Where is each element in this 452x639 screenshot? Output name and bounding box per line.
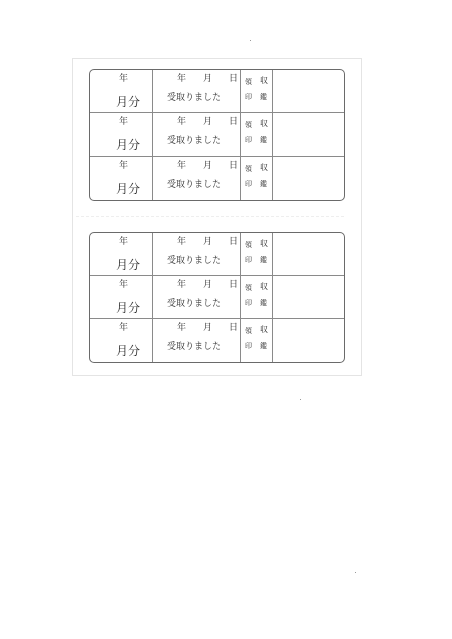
date-month-label: 月	[203, 279, 213, 290]
month-portion-label: 月分	[116, 95, 141, 109]
seal-label-cell	[241, 113, 273, 155]
seal-char-kan: 鑑	[260, 341, 267, 350]
seal-char-kan: 鑑	[260, 136, 267, 145]
month-portion-label: 月分	[116, 258, 141, 272]
seal-char-in: 印	[245, 93, 252, 101]
date-year-label: 年	[177, 160, 187, 171]
receipt-row	[90, 157, 344, 200]
seal-char-kan: 鑑	[260, 93, 267, 101]
month-cell	[90, 113, 153, 155]
stamp-area	[273, 319, 344, 362]
date-year-label: 年	[177, 74, 187, 84]
received-label: 受取りました	[167, 298, 222, 309]
stamp-area	[273, 157, 344, 200]
seal-char-in: 印	[245, 298, 252, 307]
scan-speck	[355, 572, 356, 573]
date-cell	[153, 70, 241, 112]
month-cell	[90, 70, 153, 112]
month-portion-label: 月分	[116, 343, 141, 358]
date-day-label: 日	[229, 279, 239, 290]
seal-label-cell	[241, 70, 273, 112]
stamp-area	[273, 276, 344, 318]
received-label: 受取りました	[167, 341, 222, 352]
receipt-row	[90, 70, 344, 113]
receipt-row	[90, 276, 344, 319]
stamp-area	[273, 70, 344, 112]
date-day-label: 日	[229, 237, 239, 247]
date-cell	[153, 319, 241, 362]
year-label: 年	[119, 160, 129, 171]
seal-char-in: 印	[245, 179, 252, 188]
date-month-label: 月	[203, 117, 213, 128]
seal-label-cell	[241, 233, 273, 275]
date-year-label: 年	[177, 279, 187, 290]
month-portion-label: 月分	[116, 181, 141, 196]
seal-char-ryo: 領	[245, 241, 252, 249]
received-label: 受取りました	[167, 136, 222, 147]
date-cell	[153, 233, 241, 275]
stamp-area	[273, 113, 344, 155]
date-year-label: 年	[177, 322, 187, 333]
date-month-label: 月	[203, 322, 213, 333]
received-label: 受取りました	[167, 93, 222, 103]
cut-line	[76, 216, 344, 217]
month-cell	[90, 233, 153, 275]
seal-label-cell	[241, 157, 273, 200]
receipt-block-top	[89, 69, 345, 201]
received-label: 受取りました	[167, 256, 222, 266]
date-cell	[153, 276, 241, 318]
year-label: 年	[119, 237, 129, 247]
seal-char-ryo: 領	[245, 121, 252, 130]
date-year-label: 年	[177, 117, 187, 128]
receipt-row	[90, 319, 344, 362]
date-day-label: 日	[229, 117, 239, 128]
receipt-row	[90, 113, 344, 156]
scan-speck	[300, 399, 301, 400]
seal-char-in: 印	[245, 136, 252, 145]
seal-char-shu: 収	[260, 324, 268, 334]
seal-char-shu: 収	[260, 281, 268, 291]
date-day-label: 日	[229, 160, 239, 171]
seal-label-cell	[241, 276, 273, 318]
date-day-label: 日	[229, 322, 239, 333]
seal-char-ryo: 領	[245, 164, 252, 173]
date-month-label: 月	[203, 237, 213, 247]
seal-char-in: 印	[245, 256, 252, 264]
seal-char-ryo: 領	[245, 78, 252, 86]
seal-char-kan: 鑑	[260, 256, 267, 264]
year-label: 年	[119, 74, 129, 84]
seal-char-ryo: 領	[245, 283, 252, 292]
month-portion-label: 月分	[116, 138, 141, 153]
date-cell	[153, 157, 241, 200]
date-month-label: 月	[203, 160, 213, 171]
seal-label-cell	[241, 319, 273, 362]
year-label: 年	[119, 117, 129, 128]
receipt-block-bottom	[89, 232, 345, 363]
seal-char-kan: 鑑	[260, 179, 267, 188]
seal-char-shu: 収	[260, 119, 268, 129]
date-month-label: 月	[203, 74, 213, 84]
stamp-area	[273, 233, 344, 275]
month-cell	[90, 319, 153, 362]
month-cell	[90, 276, 153, 318]
received-label: 受取りました	[167, 179, 222, 190]
seal-char-in: 印	[245, 341, 252, 350]
receipt-row	[90, 233, 344, 276]
date-year-label: 年	[177, 237, 187, 247]
date-day-label: 日	[229, 74, 239, 84]
month-portion-label: 月分	[116, 300, 141, 315]
year-label: 年	[119, 322, 129, 333]
seal-char-shu: 収	[260, 76, 268, 85]
seal-char-ryo: 領	[245, 326, 252, 335]
seal-char-shu: 収	[260, 239, 268, 248]
seal-char-shu: 収	[260, 162, 268, 172]
month-cell	[90, 157, 153, 200]
date-cell	[153, 113, 241, 155]
year-label: 年	[119, 279, 129, 290]
scan-speck	[250, 40, 251, 41]
seal-char-kan: 鑑	[260, 298, 267, 307]
